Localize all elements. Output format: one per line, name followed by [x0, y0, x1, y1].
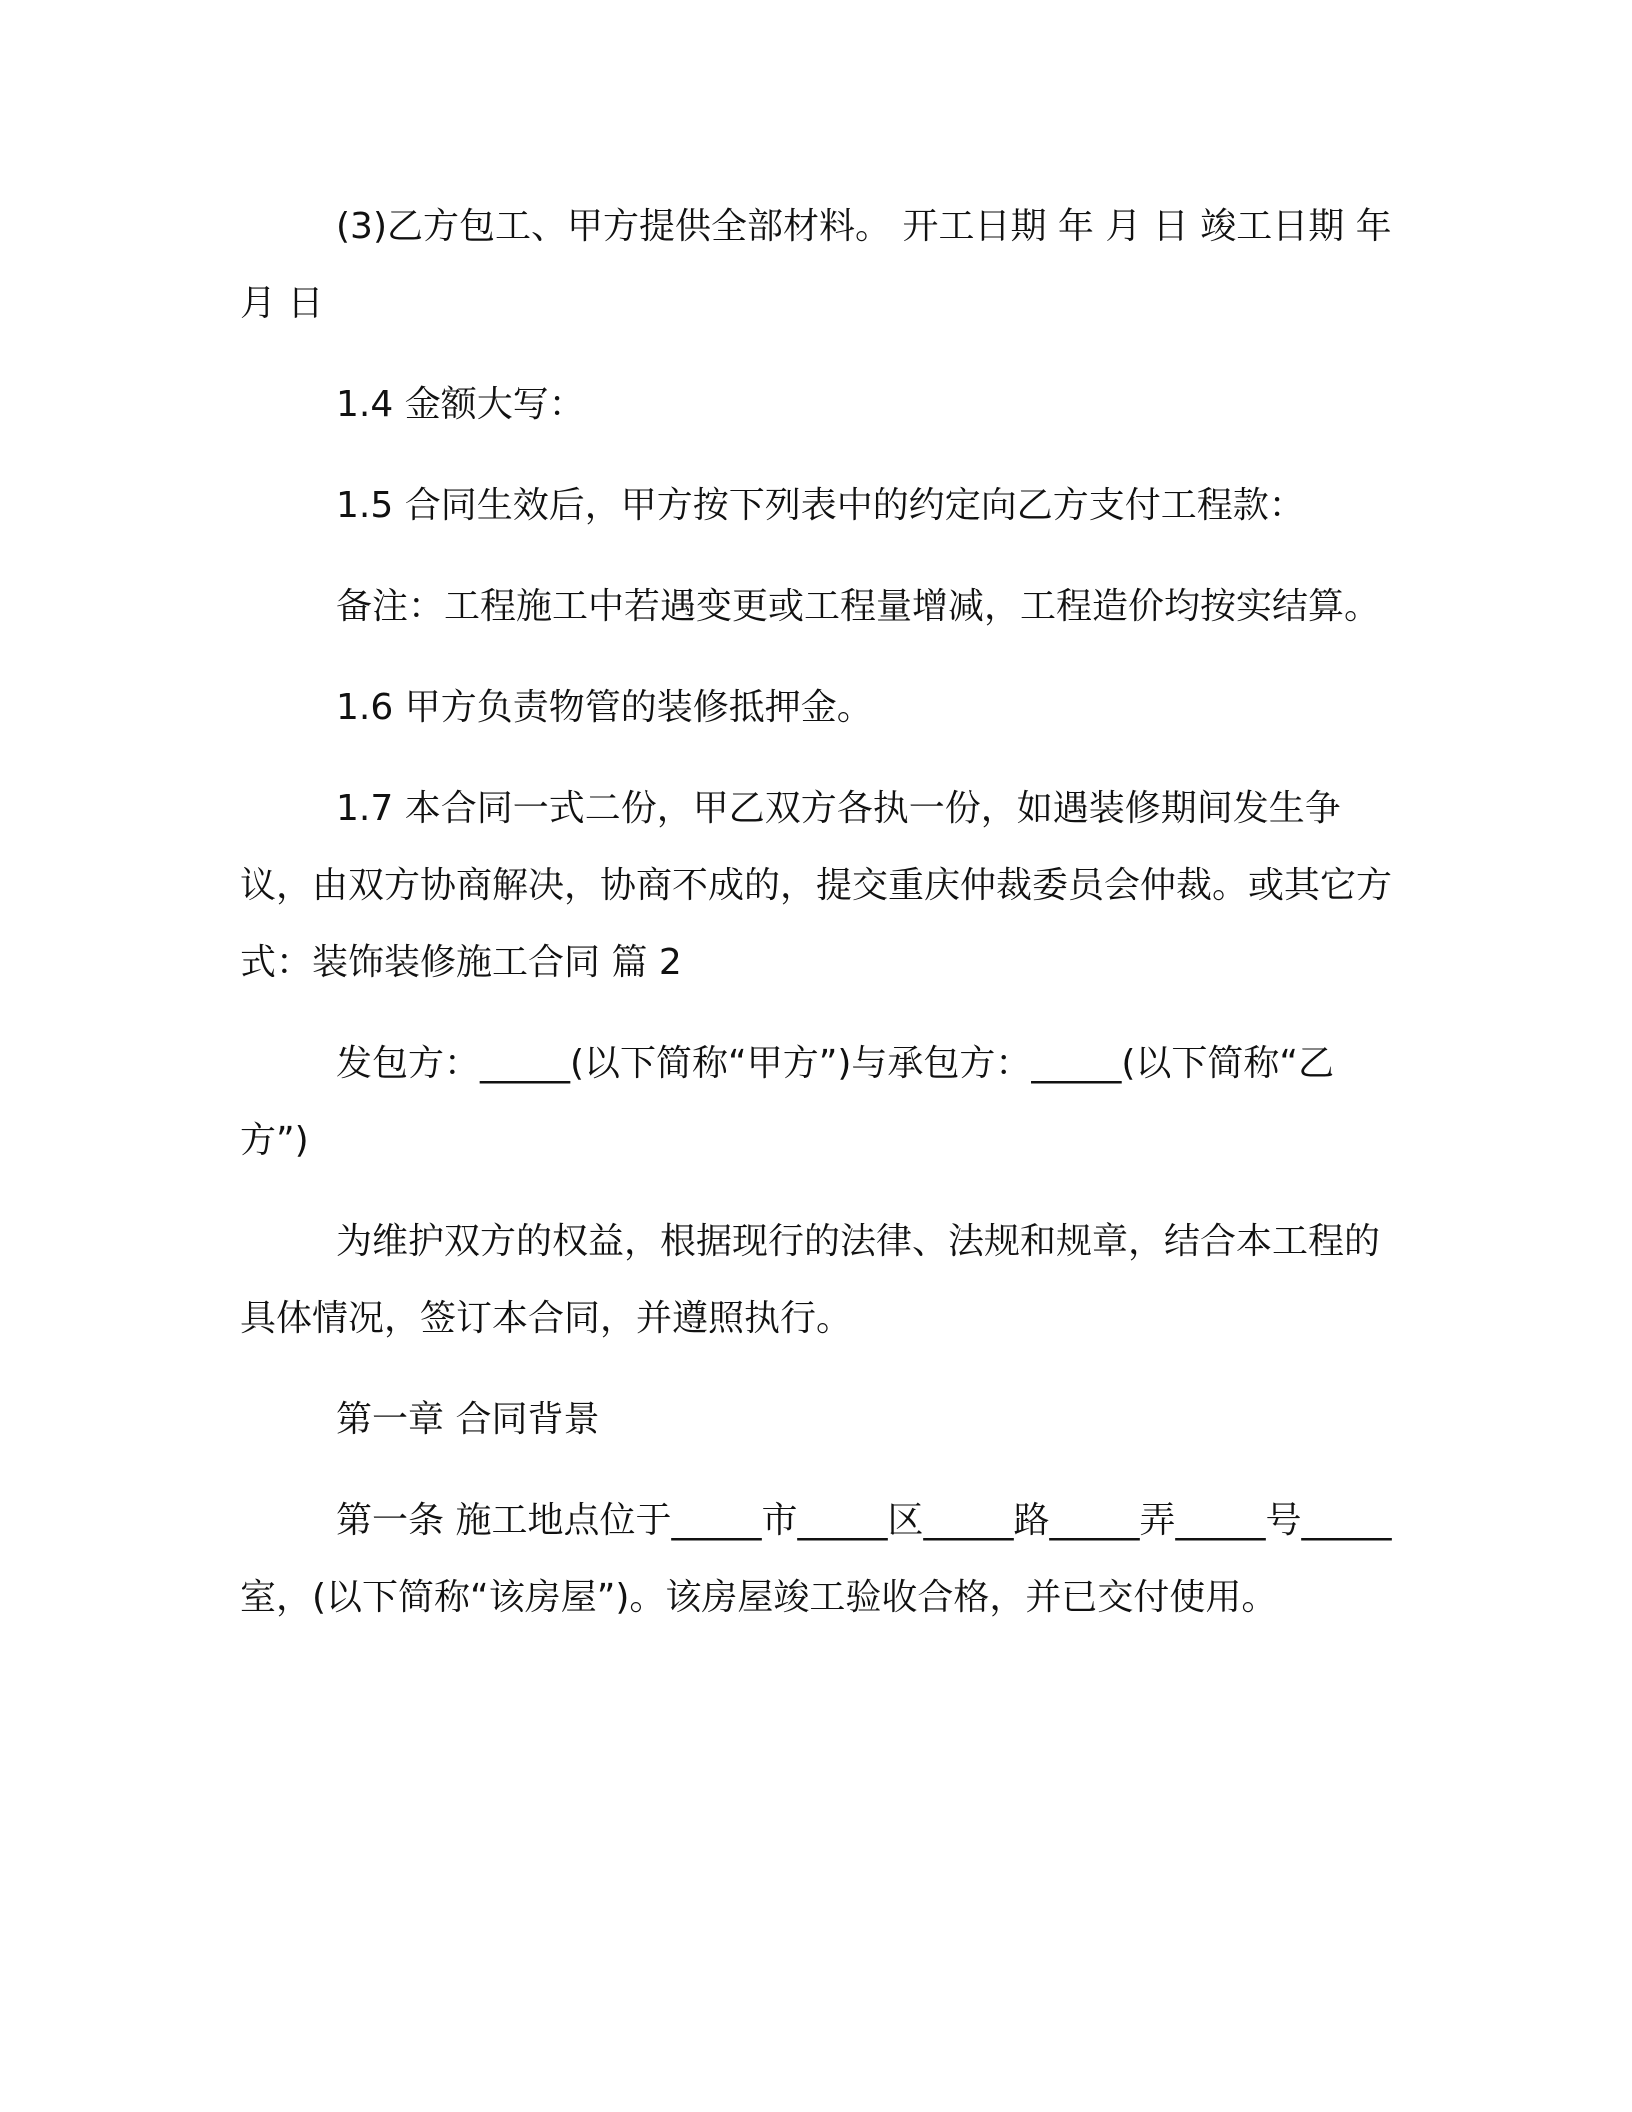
paragraph-deposit: 1.6 甲方负责物管的装修抵押金。: [336, 687, 873, 728]
paragraph-copies-and-arbitration: 1.7 本合同一式二份，甲乙双方各执一份，如遇装修期间发生争议，由双方协商解决，协商不成的，提交重庆仲裁委员会仲裁。或其它方式：装饰装修施工合同 篇 2: [240, 788, 1393, 983]
paragraph-payment-schedule: 1.5 合同生效后，甲方按下列表中的约定向乙方支付工程款：: [336, 485, 1305, 526]
document-body: [240, 188, 1404, 1660]
paragraph-article-one: 第一条 施工地点位于_____市_____区_____路_____弄_____号_____室，(以下简称“该房屋”)。该房屋竣工验收合格，并已交付使用。: [240, 1500, 1392, 1618]
paragraph-material-and-dates: (3)乙方包工、甲方提供全部材料。 开工日期 年 月 日 竣工日期 年 月 日: [240, 206, 1404, 324]
paragraph-remark: 备注：工程施工中若遇变更或工程量增减，工程造价均按实结算。: [336, 586, 1381, 627]
chapter-heading: 第一章 合同背景: [336, 1399, 600, 1440]
paragraph-amount-uppercase: 1.4 金额大写：: [336, 384, 585, 425]
paragraph-parties: 发包方：_____(以下简称“甲方”)与承包方：_____(以下简称“乙方”): [240, 1043, 1335, 1161]
paragraph-purpose: 为维护双方的权益，根据现行的法律、法规和规章，结合本工程的具体情况，签订本合同，并遵照执行。: [240, 1221, 1381, 1339]
